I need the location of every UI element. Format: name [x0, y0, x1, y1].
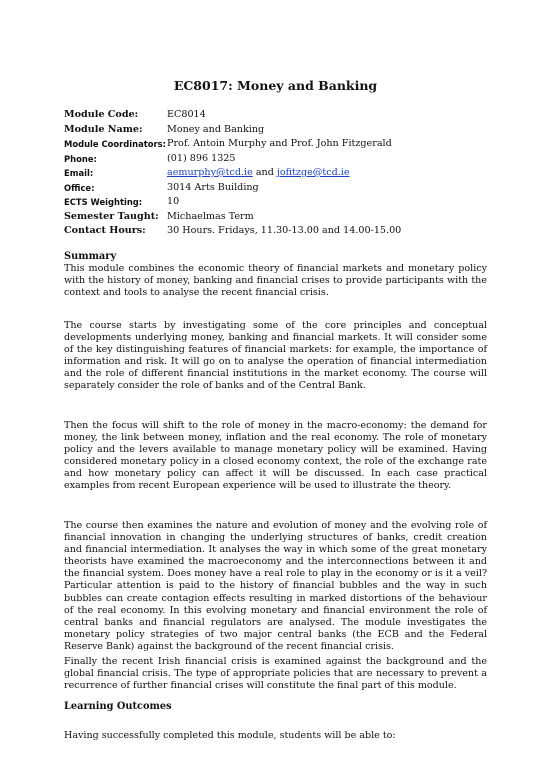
module-code-value: EC8014 [167, 109, 206, 120]
contact-hours-row [64, 224, 487, 239]
contact-hours-value: 30 Hours. Fridays, 11.30-13.00 and 14.00-15.00 [167, 225, 402, 236]
module-coordinators-row [64, 137, 487, 152]
email-link-fitzgerald[interactable]: jofitzge@tcd.ie [276, 167, 350, 178]
semester-row [64, 210, 487, 225]
module-name-label: Module Name: [64, 123, 143, 135]
paragraph-block-2 [64, 320, 487, 393]
learning-outcomes-intro: Having successfully completed this module, students will be able to: [64, 730, 396, 741]
semester-value: Michaelmas Term [167, 210, 254, 222]
ects-label: ECTS Weighting: [64, 197, 143, 207]
phone-value: (01) 896 1325 [167, 152, 236, 164]
paragraph-block-3 [64, 420, 487, 493]
module-code-label: Module Code: [64, 109, 139, 120]
email-link-murphy[interactable]: aemurphy@tcd.ie [167, 167, 253, 178]
ects-value: 10 [167, 196, 180, 207]
summary-paragraph-4: The course then examines the nature and evolution of money and the evolving role of financial innovation in changing the underlying structures of banks, credit creation and financial intermediation. It analyses the way in which some of the great monetary theorists have examined the macroeconomy and the interconnections between it and the financial system. Does money have a real role to play in the economy or is it a veil? Particular attention is paid to the history of financial bubbles and the way in such bubbles can create contagion effects resulting in marked distortions of the behaviour of the real economy. In this evolving monetary and financial environment the role of central banks and financial regulators are analysed. The module investigates the monetary policy strategies of two major central banks (the ECB and the Federal Reserve Bank) against the background of the recent financial crisis. [64, 520, 487, 652]
summary-paragraph-1: This module combines the economic theory of financial markets and monetary policy with the history of money, banking and financial crises to provide participants with the context and tools to analyse the recent financial crisis. [64, 263, 487, 299]
summary-paragraph-3: Then the focus will shift to the role of money in the macro-economy: the demand for money, the link between money, inflation and the real economy. The role of monetary policy and the levers available to manage monetary policy will be examined. Having considered monetary policy in a closed economy context, the role of the exchange rate and how monetary policy can affect it will be discussed. In each case practical examples from recent European experience will be used to illustrate the theory. [64, 420, 487, 492]
summary-paragraph-2: The course starts by investigating some of the core principles and conceptual developments underlying money, banking and financial markets. It will consider some of the key distinguishing features of financial markets: for example, the importance of information and risk. It will go on to analyse the operation of financial intermediation and the role of different financial institutions in the market economy. The course will separately consider the role of banks and of the Central Bank. [64, 320, 487, 392]
email-connector: and [252, 167, 277, 178]
email-label: Email: [64, 168, 94, 178]
summary-paragraph-5: Finally the recent Irish financial crisis is examined against the background and the global financial crisis. The type of appropriate policies that are necessary to prevent a recurrence of further financial crises will constitute the final part of this module. [64, 656, 487, 692]
summary-section [64, 250, 487, 299]
office-row [64, 181, 487, 196]
phone-label: Phone: [64, 153, 97, 164]
learning-outcomes-heading: Learning Outcomes [64, 701, 172, 712]
contact-hours-label: Contact Hours: [64, 225, 146, 236]
ects-row [64, 195, 487, 210]
module-code-row [64, 108, 487, 123]
module-coordinators-label: Module Coordinators: [64, 139, 166, 149]
paragraph-block-5 [64, 656, 487, 692]
module-info-table [64, 108, 487, 239]
module-name-row [64, 123, 487, 138]
office-value: 3014 Arts Building [167, 181, 259, 193]
document-title: EC8017: Money and Banking [173, 78, 378, 93]
email-value [167, 166, 350, 181]
module-coordinators-value: Prof. Antoin Murphy and Prof. John Fitzgerald [167, 138, 392, 149]
learning-outcomes-section [64, 700, 487, 713]
summary-heading: Summary [64, 251, 117, 262]
email-row [64, 166, 487, 181]
semester-label: Semester Taught: [64, 210, 159, 222]
learning-intro-block [64, 730, 487, 742]
phone-row [64, 152, 487, 167]
paragraph-block-4 [64, 520, 487, 653]
module-name-value: Money and Banking [167, 123, 265, 135]
office-label: Office: [64, 182, 95, 193]
